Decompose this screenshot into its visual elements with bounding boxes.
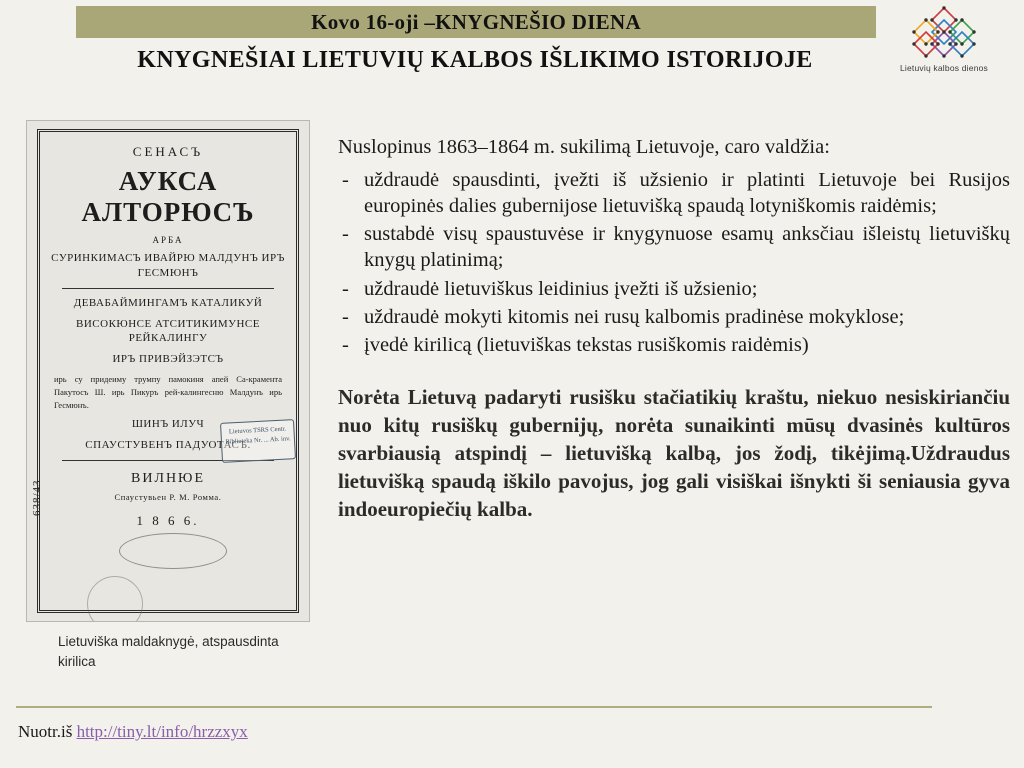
header-title: Kovo 16-oji –KNYGNEŠIO DIENA — [311, 10, 641, 34]
page-title: KNYGNEŠIAI LIETUVIŲ KALBOS IŠLIKIMO ISTORIJOJE — [137, 47, 813, 73]
logo — [880, 4, 1008, 80]
book-cover-image — [26, 120, 310, 622]
book-stamp-oval — [119, 533, 227, 569]
book-body-text: ирь су придеимy трумпу памокиня апей Са-крамента Пакутосъ Ш. ирь Пикуръ рей-калингесню Малдунъ ирь Гесмюнъ. — [54, 374, 282, 410]
book-line-now: ШИНЪ ИЛУЧ — [131, 418, 205, 431]
book-line-mid2: ДЕВАБАЙМИНГАМЪ КАТАЛИКУЙ — [73, 296, 263, 309]
logo-caption: Lietuvių kalbos dienos — [899, 63, 989, 73]
footer-prefix: Nuotr.iš — [18, 722, 77, 741]
book-line-mid: СУРИНКИМАСЪ ИВАЙРЮ МАЛДУНЪ ИРЪ ГЕСМЮНЪ — [51, 252, 285, 279]
library-stamp: Lietuvos TSRS Centr. Biblioteka Nr. ... Ab. inv. — [220, 419, 296, 463]
list-item: - uždraudė mokyti kitomis nei rusų kalbomis pradinėse mokyklose; — [338, 304, 1010, 330]
book-side-number: 638/43 — [31, 479, 43, 516]
book-year: 1 8 6 6. — [136, 513, 200, 528]
book-publisher: Спаустувьен Р. М. Ромма. — [114, 492, 222, 502]
book-line-now2: СПАУСТУВЕНЪ ПАДУОТАСЪ. — [85, 439, 251, 452]
footer — [18, 722, 248, 742]
book-line-1: СЕНАСЪ — [132, 144, 204, 159]
book-figure — [26, 120, 308, 671]
list-item: - uždraudė spausdinti, įvežti iš užsienio ir platinti Lietuvoje bei Rusijos europinės dalies gubernijose lietuvišką spaudą lotyniškomis raidėmis; — [338, 167, 1010, 219]
book-line-mid4: ИРЪ ПРИВЭЙЗЭТСЪ — [112, 353, 224, 366]
figure-caption: Lietuviška maldaknygė, atspausdinta kirilica — [58, 634, 279, 669]
source-link[interactable]: http://tiny.lt/info/hrzzxyx — [76, 722, 248, 741]
book-divider-1 — [62, 288, 274, 289]
list-item: - įvedė kirilicą (lietuviškas tekstas rusiškomis raidėmis) — [338, 332, 1010, 358]
lietuviu-kalbos-dienos-icon — [894, 4, 994, 62]
list-item: - uždraudė lietuviškus leidinius įvežti iš užsienio; — [338, 276, 1010, 302]
emphasis-paragraph: Norėta Lietuvą padaryti rusišku stačiatikių kraštu, niekuo nesiskiriančiu nuo kitų rusiškų gubernijų, norėta sunaikinti mūsų dvasinės kultūros svarbiausią atspindį – lietuvišką kalbą, jos žodį, tikėjimą.Uždraudus lietuvišką spaudą iškilo pavojus, jog gali visiškai išnykti ši seniausia gyva indoeuropiečių kalba. — [338, 385, 1010, 521]
footer-divider — [16, 706, 932, 708]
intro-paragraph: Nuslopinus 1863–1864 m. sukilimą Lietuvoje, caro valdžia: — [338, 136, 830, 158]
bullet-list — [338, 167, 1010, 359]
content-area — [338, 134, 1010, 545]
book-city: ВИЛНЮЕ — [131, 471, 205, 486]
book-line-mid3: ВИСОКЮНСЕ АТСИТИКИМУНСЕ РЕЙКАЛИНГУ — [76, 317, 260, 345]
list-item: - sustabdė visų spaustuvėse ir knygynuose esamų anksčiau išleistų lietuviškų knygų platinimą; — [338, 221, 1010, 273]
book-subtitle-arba: АРБА — [152, 235, 184, 245]
book-title: АУКСА АЛТОРЮСЪ — [81, 166, 255, 227]
